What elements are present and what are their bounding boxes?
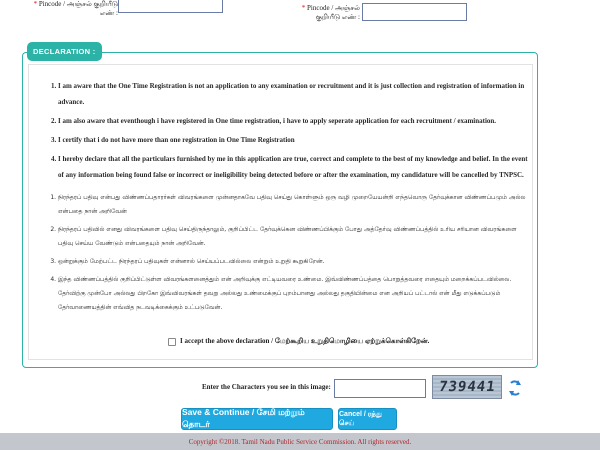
captcha-input[interactable] <box>334 379 426 398</box>
copyright-text: Copyright ©2018. Tamil Nadu Public Service Commission. All rights reserved. <box>188 437 412 446</box>
pincode-label-text: Pincode / அஞ்சல் குறியீடு எண் : <box>307 4 360 21</box>
pincode-input-left[interactable] <box>118 0 223 13</box>
captcha-text: 739441 <box>437 379 497 395</box>
list-item: 4. இந்த விண்ணப்பத்தில் குறிப்பிட்டுள்ள விவரங்களனைத்தும் என் அறிவுக்கு எட்டியவரை உண்மை. இவ்விண்ணப்பத்தை பொறுத்தவரை எதையும் மறைக்கப்படவில்லை. தேர்விற்கு முன்போ அல்லது பிறகோ இவ்விவரங்கள் தவறு அல்லது உண்மைக்குப் புறம்பானது அல்லது தகுதியின்மை என அறியப் பட்டால் என் மீது எடுக்கப்படும் தேர்வாணையத்தின் எவ்வித நடவடிக்கைக்கும் உட்படுவேன். <box>58 273 532 315</box>
list-item: 4. I hereby declare that all the particulars furnished by me in this application are true, correct and complete to the best of my knowledge and belief. In the event of any information being found false or incorrect or ineligibility being detected before or after the examination, my candidature will be cancelled by TNPSC. <box>58 151 532 183</box>
required-star: * <box>301 4 306 12</box>
pincode-label-right <box>280 4 360 22</box>
cancel-button[interactable]: Cancel / ரத்து செய் <box>338 408 397 430</box>
footer <box>0 433 600 450</box>
refresh-icon[interactable] <box>508 378 522 398</box>
list-item: 1. நிரந்தரப் பதிவு என்பது விண்ணப்பதாரர்கள் விவரங்களை முன்னதாகவே பதிவு செய்து கொள்ளும் ஒரு வழி முறையேயன்றி எந்தவொரு தேர்வுக்கான விண்ணப்பமும் அல்ல என்பதை நான் அறிவேன் <box>58 191 532 219</box>
required-star: * <box>33 0 38 8</box>
accept-declaration-row[interactable] <box>168 337 429 346</box>
captcha-image <box>432 375 502 399</box>
captcha-label: Enter the Characters you see in this image: <box>202 383 331 391</box>
list-item: 2. I am also aware that eventhough i have registered in One time registration, i have to apply seperate application for each recruitment / examination. <box>58 113 532 129</box>
list-item: 1. I am aware that the One Time Registration is not an application to any examination or recruitment and it is just collection and registration of information in advance. <box>58 78 532 110</box>
declaration-title: DECLARATION : <box>27 42 102 61</box>
list-item: 2. நிரந்தரப் பதிவில் எனது விவரங்களை பதிவு செய்திருந்தாலும், குறிப்பிட்ட தேர்வுக்கென விண்ணப்பிக்கும் போது அத்தேர்வு விண்ணப்பத்தில் உரிய சரியான விவரங்களை பதிவு செய்ய வேண்டும் என்பதையும் நான் அறிவேன். <box>58 223 532 251</box>
list-item: 3. ஒன்றுக்கும் மேற்பட்ட நிரந்தரப் பதிவுகள் என்னால் செய்யப்படவில்லை என்றும் உறுதி கூறுகிறேன். <box>58 255 532 269</box>
list-item: 3. I certify that i do not have more than one registration in One Time Registration <box>58 132 532 148</box>
accept-label: I accept the above declaration / மேற்கூறிய உறுதிமொழியை ஏற்றுக்கொள்கிறேன். <box>180 337 430 345</box>
save-continue-button[interactable]: Save & Continue / சேமி மற்றும் தொடர் <box>181 408 333 430</box>
pincode-label-text: Pincode / அஞ்சல் குறியீடு எண் : <box>38 0 118 17</box>
address-fields-row <box>0 0 600 26</box>
pincode-input-right[interactable] <box>362 3 467 21</box>
tamil-declaration-list <box>58 191 532 319</box>
pincode-label-left <box>30 0 118 18</box>
accept-checkbox[interactable] <box>168 338 176 346</box>
english-declaration-list <box>58 78 532 186</box>
